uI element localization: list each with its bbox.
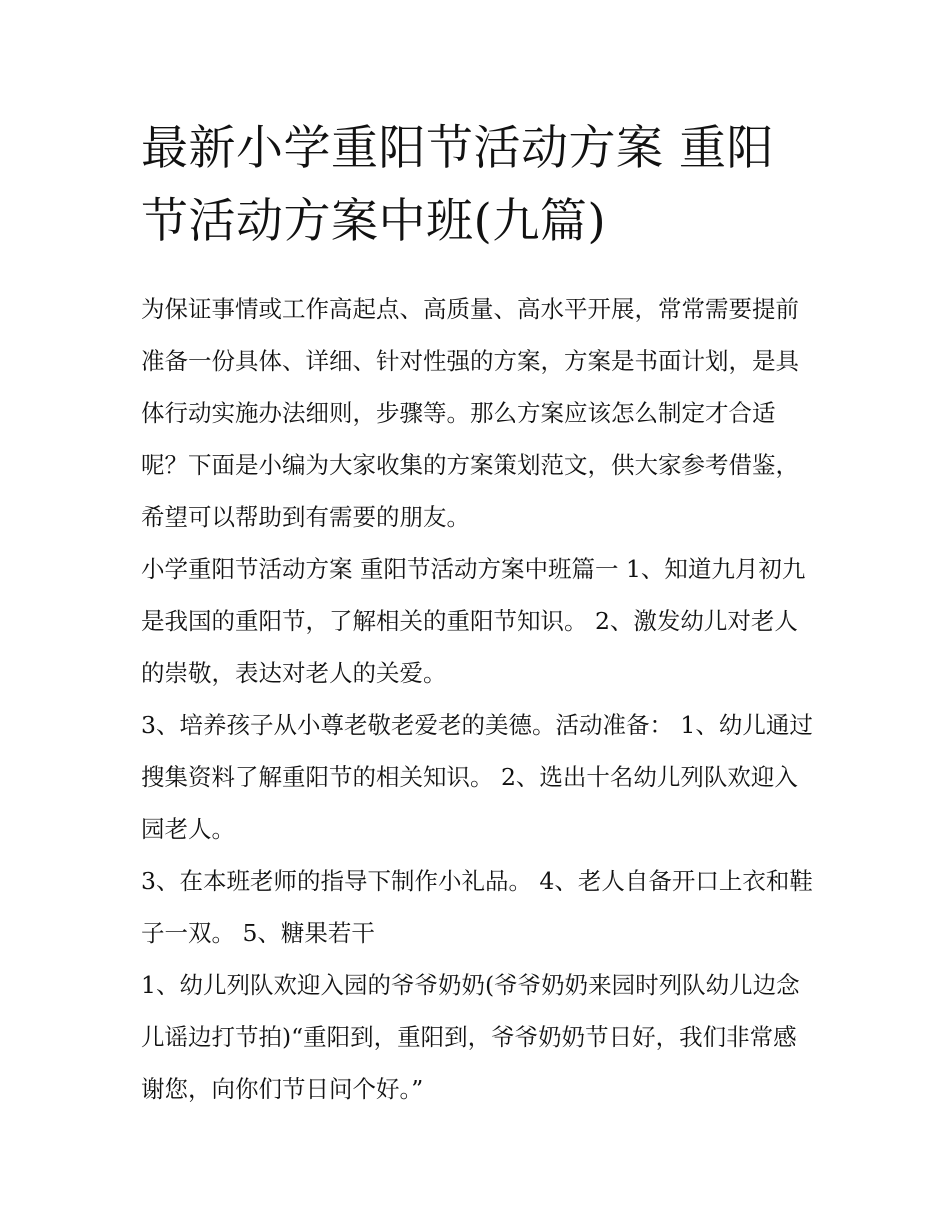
title-spacer — [141, 258, 813, 283]
document-body — [141, 112, 813, 1115]
intro-paragraph: 为保证事情或工作高起点、高质量、高水平开展，常常需要提前准备一份具体、详细、针对性强的方案，方案是书面计划，是具体行动实施办法细则，步骤等。那么方案应该怎么制定才合适呢？下面是小编为大家收集的方案策划范文，供大家参考借鉴，希望可以帮助到有需要的朋友。 — [141, 295, 799, 531]
goals-paragraph: 小学重阳节活动方案 重阳节活动方案中班篇一 1、知道九月初九是我国的重阳节，了解相关的重阳节知识。 2、激发幼儿对老人的崇敬，表达对老人的关爱。 — [141, 555, 806, 687]
preparation-paragraph: 3、培养孩子从小尊老敬老爱老的美德。活动准备： 1、幼儿通过搜集资料了解重阳节的相关知识。 2、选出十名幼儿列队欢迎入园老人。 — [141, 711, 813, 843]
materials-paragraph: 3、在本班老师的指导下制作小礼品。 4、老人自备开口上衣和鞋子一双。 5、糖果若干 — [141, 867, 813, 947]
process-paragraph: 1、幼儿列队欢迎入园的爷爷奶奶(爷爷奶奶来园时列队幼儿边念儿谣边打节拍)“重阳到，重阳到，爷爷奶奶节日好，我们非常感谢您，向你们节日问个好。” — [141, 971, 800, 1103]
document-title: 最新小学重阳节活动方案 重阳节活动方案中班(九篇) — [141, 121, 774, 249]
